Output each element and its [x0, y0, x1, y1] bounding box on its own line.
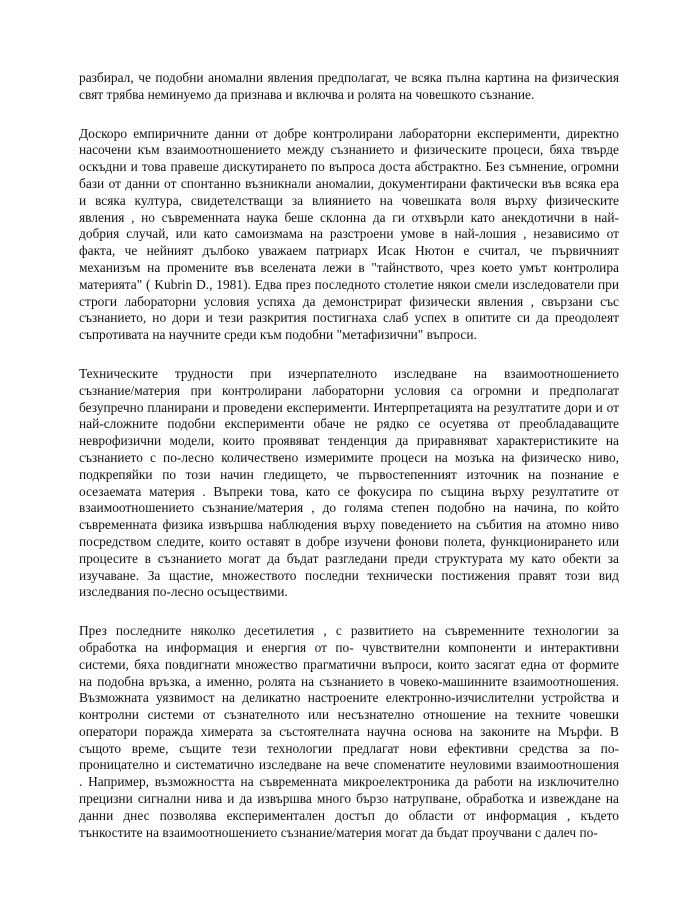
text-line: прецизни сигнални нива и да извършва много бързо натрупване, обработка и извеждане на: [79, 791, 619, 807]
text-line: безупречно планирани и проведени експерименти. Интерпретацията на резултатите дори и от: [79, 399, 619, 415]
text-line: бази от данни от спонтанно възникнали аномалии, документирани фактически във всяка ера: [79, 175, 619, 191]
text-line: неврофизични модели, които проявяват тенденция да приравняват характеристиките на: [79, 433, 619, 449]
text-line: оператори поражда химерата за състоятелната научна основа на законите на Мърфи. В: [79, 723, 619, 739]
text-line: През последните няколко десетилетия , с развитието на съвременните технологии за: [79, 623, 619, 639]
text-line: и всяка култура, свидетелстващи за влиянието на човешката воля върху физическите: [79, 192, 619, 208]
text-line: изучаване. За щастие, множеството последни технически постижения правят този вид: [79, 567, 619, 583]
text-line: проницателно и систематично изследване на вече споменатите неуловими взаимоотношения: [79, 757, 619, 773]
text-line: системи, бяха повдигнати множество прагматични въпроси, които засягат една от формите: [79, 656, 619, 672]
text-line: насочени към взаимоотношението между съзнанието и физическите процеси, бяха твърде: [79, 142, 619, 158]
paragraph: [79, 126, 619, 344]
text-line: разбирал, че подобни аномални явления предполагат, че всяка пълна картина на физическия: [79, 70, 619, 85]
text-line: добрия случай, или като самоизмама на разстроени умове в най-лошия , независимо от: [79, 226, 619, 242]
text-line: Доскоро емпиричните данни от добре контролирани лабораторни експерименти, директно: [79, 125, 619, 141]
text-line: осезаемата материя . Въпреки това, като се фокусира по същина върху резултатите от: [79, 483, 619, 499]
text-line: същото време, същите тези технологии предлагат нови ефективни средства за по-: [79, 740, 619, 756]
text-line: . Например, възможността на съвременната микроелектроника да работи на изключително: [79, 774, 619, 790]
text-line: най-сложните подобни експерименти обаче не рядко се осуетява от преобладаващите: [79, 416, 619, 432]
paragraph: [79, 70, 619, 104]
text-line: подкрепяйки по този начин гледището, че първостепенният източник на познание е: [79, 466, 619, 482]
text-line: Възможната уязвимост на деликатно настроените електронно-изчислителни устройства и: [79, 690, 619, 706]
paragraph: [79, 366, 619, 601]
text-line: изследвания по-лесно осъществими.: [79, 584, 288, 600]
paragraph: [79, 623, 619, 841]
text-line: факта, че нейният дълбоко уважаем патриарх Исак Нютон е считал, че първичният: [79, 243, 619, 259]
text-line: явления , но съвременната наука беше склонна да ги отхвърли като анекдотични в най-: [79, 209, 619, 225]
text-line: съзнание/материя при контролирани лабораторни условия са огромни и предполагат: [79, 382, 619, 398]
text-line: контролни системи от съзнателното или несъзнателно отношение на техните човешки: [79, 707, 619, 723]
text-line: данни днес позволява експериментален достъп до области от информация , където: [79, 807, 619, 823]
text-line: съпротивата на научните среди към подобни "метафизични" въпроси.: [79, 327, 477, 343]
text-line: механизъм на промените във вселената лежи в "тайнството, чрез което умът контролира: [79, 259, 619, 275]
text-line: на подобна връзка, а именно, ролята на съзнанието в човеко-машинните взаимоотношения.: [79, 673, 619, 689]
text-line: обработка на информация и енергия от по- чувствителни компоненти и интерактивни: [79, 639, 619, 655]
document-page: [79, 70, 619, 863]
text-line: материята" ( Kubrin D., 1981). Едва през последното столетие някои смели изследователи при: [79, 276, 619, 292]
text-line: оскъдни и това правеше дискутирането по въпроса доста абстрактно. Без съмнение, огромни: [79, 159, 619, 175]
text-line: процесите в съзнанието могат да бъдат разгледани преди структурата му като обекти за: [79, 550, 619, 566]
text-line: Техническите трудности при изчерпателното изследване на взаимоотношението: [79, 365, 619, 381]
text-line: съвременната физика извършва наблюдения върху поведението на събития на атомно ниво: [79, 517, 619, 533]
text-line: съзнанието с по-лесно количествено измеримите процеси на мозъка на физическо ниво,: [79, 449, 619, 465]
text-line: строги лабораторни условия успяха да демонстрират физически явления , свързани със: [79, 293, 619, 309]
text-line: тънкостите на взаимоотношението съзнание/материя могат да бъдат проучвани с далеч по-: [79, 824, 598, 840]
text-line: съзнанието, но дори и тези разкрития постигнаха слаб успех в опитите си да преодолеят: [79, 310, 619, 326]
text-line: свят трябва неминуемо да признава и включва и ролята на човешкото съзнание.: [79, 86, 535, 102]
text-line: посредством следите, които оставят в добре изучени фонови полета, функционирането или: [79, 533, 619, 549]
text-line: взаимоотношението съзнание/материя , до голяма степен подобно на начина, по който: [79, 500, 619, 516]
